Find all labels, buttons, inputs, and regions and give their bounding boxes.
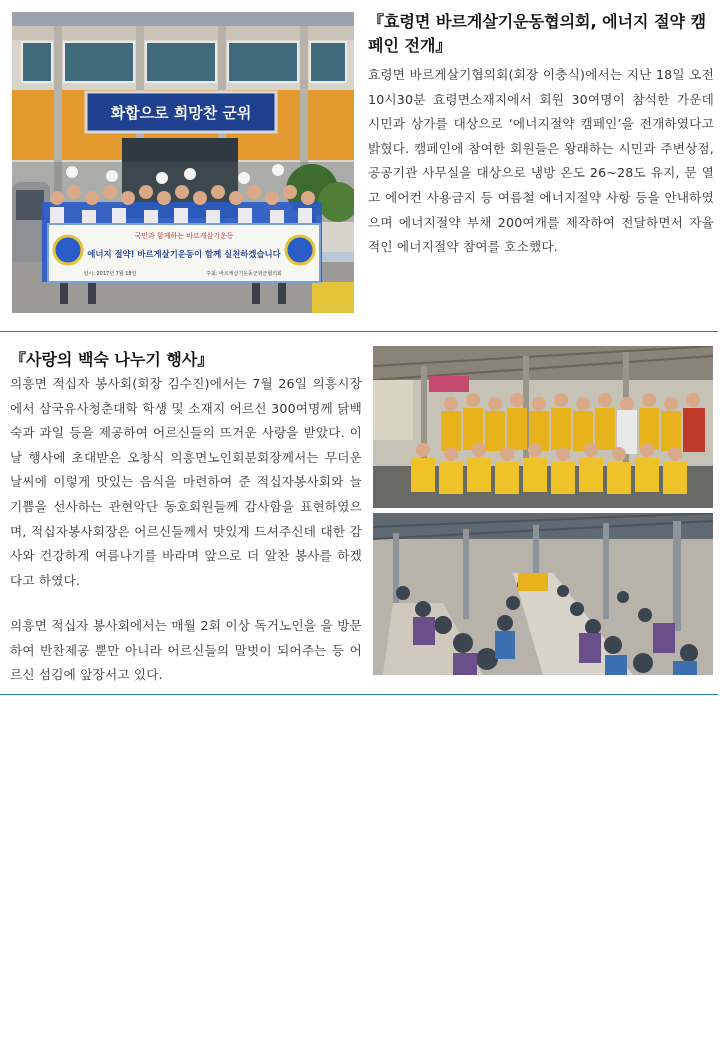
article1-body: 효령면 바르게살기협의회(회장 이충식)에서는 지난 18일 오전 10시30분 효령면소재지에서 회원 30여명이 참석한 가운데 시민과 상가를 대상으로 ‘에너지절약 캠페인’을 전개하였다고 밝혔다. 캠페인에 참여한 회원들은 왕래하는 시민과 주변상점, 공공기관 사무실을 대상으로 냉방 온도 26~28도 유지, 문 열고 에어컨 사용금지 등 여름철 에너지절약 사항 등을 안내하였으며 에너지절약 부채 200여개를 제작하여 전달하면서 자율적인 에너지절약 참여를 호소했다. xyxy=(368,67,714,255)
article2-paragraph-1: 의흥면 적십자 봉사회(회장 김수진)에서는 7월 26일 의흥시장에서 삼국유사청춘대학 학생 및 소재지 어르신 300여명께 닭백숙과 과일 등을 제공하여 어르신들의 뜨거운 사랑을 받았다. 이날 행사에 초대받은 오창식 의흥면노인회분회장께서는 무더운 날씨에 이렇게 맛있는 음식을 마련하여 준 적십자봉사회와 늘 기쁨을 선사하는 관현악단 동호회원들께 감사함을 표현하였으며, 적십자봉사회장은 어르신들께서 맛있게 드셔주신데 대한 감사와 건강하게 여름나기를 바라며 앞으로 더 알찬 봉사를 하겠다고 하였다. xyxy=(10,376,362,588)
article2-paragraph-2: 의흥면 적십자 봉사회에서는 매월 2회 이상 독거노인을 을 방문하여 반찬제공 뿐만 아니라 어르신들의 말벗이 되어주는 등 어르신 섬김에 앞장서고 있다. xyxy=(10,618,362,683)
banner-top-text: 국민과 함께하는 바르게살기운동 xyxy=(134,232,234,240)
campaign-photo xyxy=(12,12,354,313)
article2-title: 『사랑의 백숙 나누기 행사』 xyxy=(10,350,214,369)
banner-bottom-left-text: 일시: 2017년 7월 18일 xyxy=(83,271,137,277)
section-divider-1 xyxy=(0,331,718,332)
volunteers-group-photo xyxy=(373,346,713,508)
banner-main-text: 에너지 절약! 바르게살기운동이 함께 실천하겠습니다 xyxy=(87,249,281,259)
section-divider-2 xyxy=(0,694,718,695)
banner-bottom-right-text: 주최: 바르게살기운동군위군협의회 xyxy=(206,271,282,277)
market-meal-photo xyxy=(373,513,713,675)
article1-title: 『효령면 바르게살기운동협의회, 에너지 절약 캠페인 전개』 xyxy=(368,12,707,55)
building-sign: 화합으로 희망찬 군위 xyxy=(110,104,252,122)
